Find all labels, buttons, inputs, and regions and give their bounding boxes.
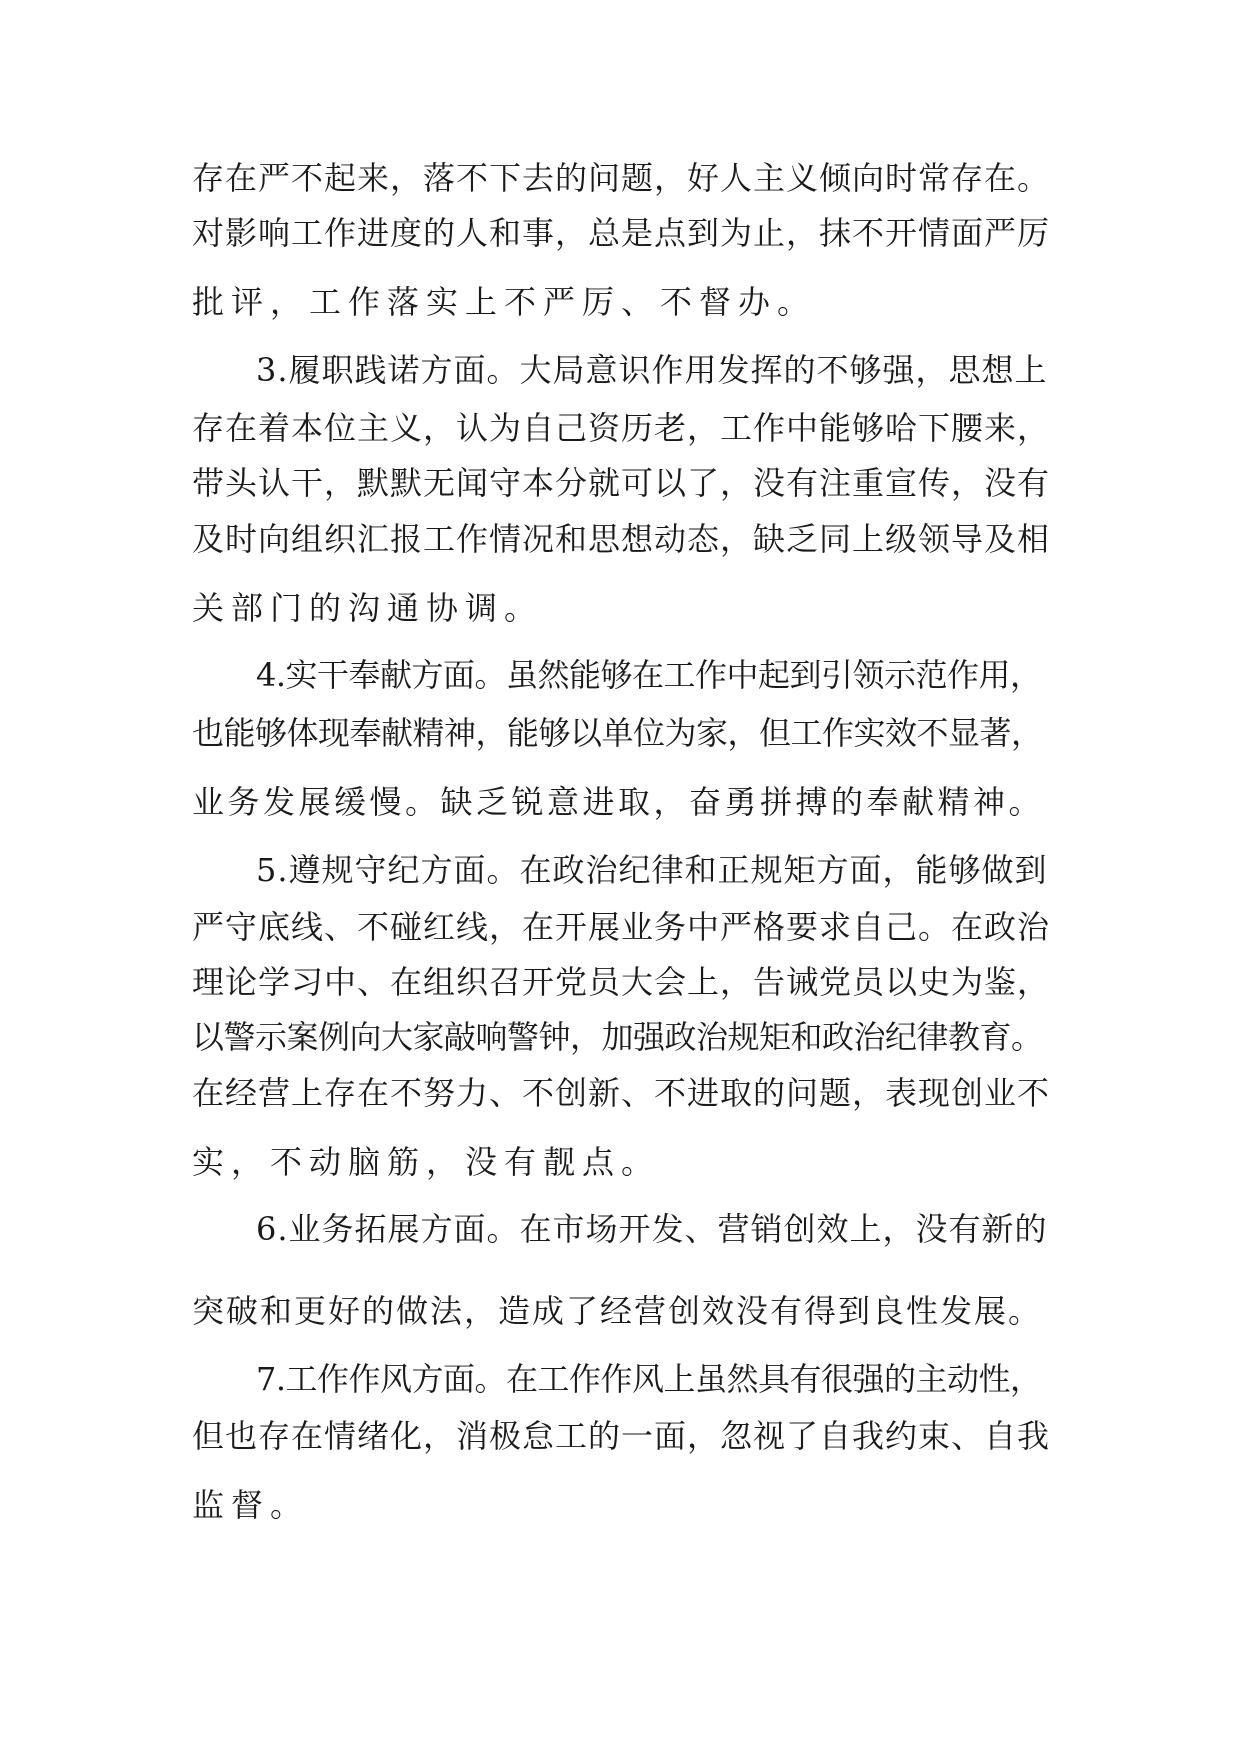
body-text-line: 对影响工作进度的人和事，总是点到为止，抹不开情面严厉	[192, 214, 1051, 252]
body-text-line: 及时向组织汇报工作情况和思想动态，缺乏同上级领导及相	[192, 520, 1051, 558]
body-text-line: 在经营上存在不努力、不创新、不进取的问题，表现创业不	[192, 1074, 1051, 1112]
body-text-line: 突破和更好的做法，造成了经营创效没有得到良性发展。	[192, 1292, 1043, 1330]
paragraph-3-start: 3.履职践诺方面。大局意识作用发挥的不够强，思想上	[256, 351, 1048, 389]
body-text-line: 以警示案例向大家敲响警钟，加强政治规矩和政治纪律教育。	[192, 1018, 1043, 1056]
body-text-line: 也能够体现奉献精神，能够以单位为家，但工作实效不显著，	[192, 714, 1043, 752]
body-text-line: 业务发展缓慢。缺乏锐意进取，奋勇拼搏的奉献精神。	[192, 783, 1045, 821]
body-text-line: 带头认干，默默无闻守本分就可以了，没有注重宣传，没有	[192, 464, 1051, 502]
body-text-line: 存在着本位主义，认为自己资历老，工作中能够哈下腰来，	[192, 409, 1051, 447]
body-text-line: 理论学习中、在组织召开党员大会上，告诫党员以史为鉴，	[192, 963, 1051, 1001]
paragraph-4-start: 4.实干奉献方面。虽然能够在工作中起到引领示范作用，	[256, 656, 1042, 694]
body-text-line: 关部门的沟通协调。	[192, 589, 544, 627]
body-text-line: 严守底线、不碰红线，在开展业务中严格要求自己。在政治	[192, 908, 1051, 946]
paragraph-6-start: 6.业务拓展方面。在市场开发、营销创效上，没有新的	[256, 1210, 1048, 1248]
body-text-line: 批评，工作落实上不严厉、不督办。	[192, 283, 817, 321]
paragraph-7-start: 7.工作作风方面。在工作作风上虽然具有很强的主动性，	[256, 1360, 1042, 1398]
body-text-line: 监督。	[192, 1486, 310, 1524]
paragraph-5-start: 5.遵规守纪方面。在政治纪律和正规矩方面，能够做到	[256, 851, 1048, 889]
body-text-line: 存在严不起来，落不下去的问题，好人主义倾向时常存在。	[192, 159, 1051, 197]
body-text-line: 实，不动脑筋，没有靓点。	[192, 1143, 661, 1181]
body-text-line: 但也存在情绪化，消极怠工的一面，忽视了自我约束、自我	[192, 1417, 1051, 1455]
